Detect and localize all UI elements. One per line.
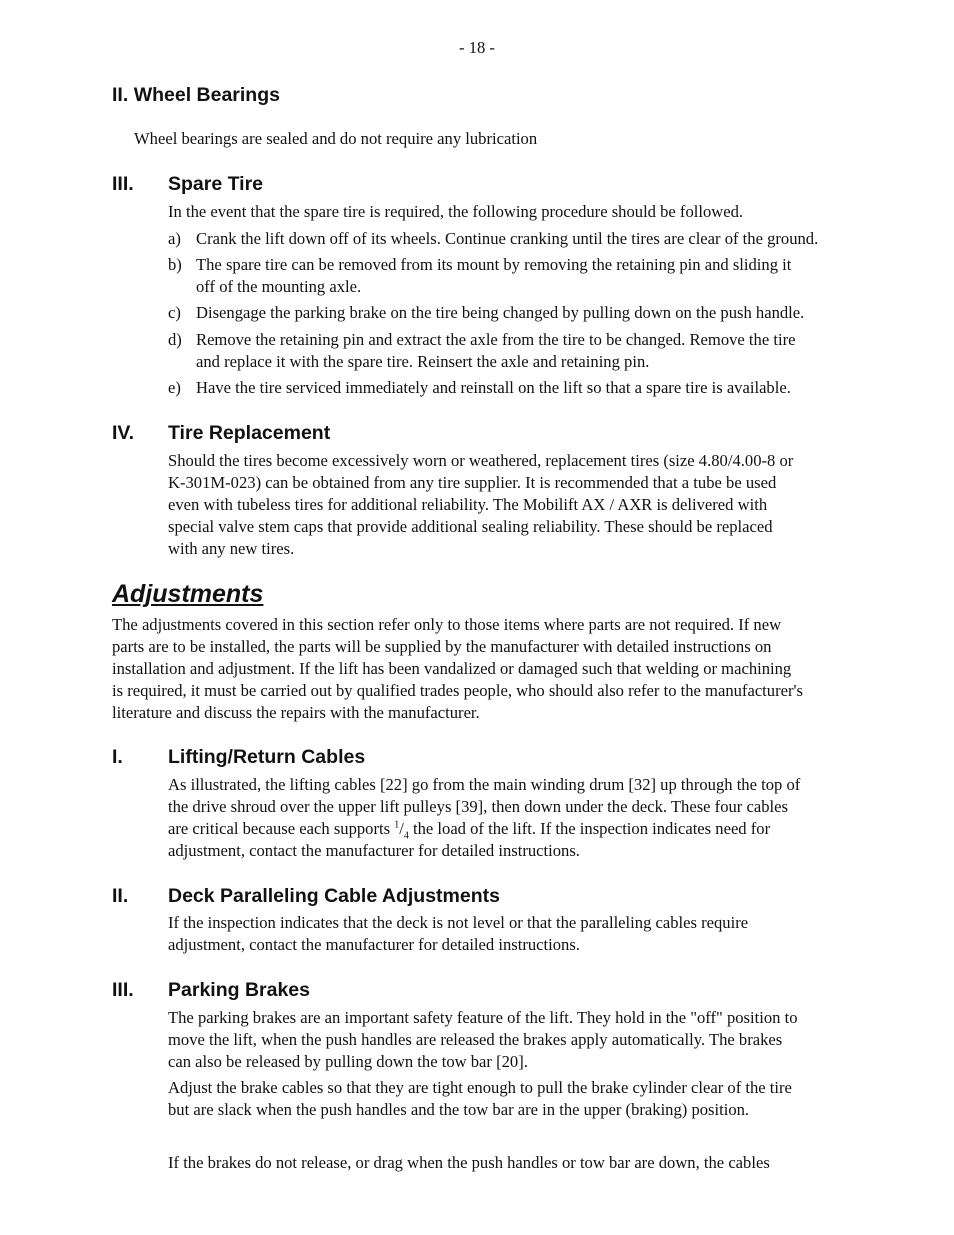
text-line: the drive shroud over the upper lift pulleys [39], then down under the deck. These four cables [168, 797, 788, 816]
parking-brakes-para-1 [168, 1007, 874, 1073]
spare-tire-intro: In the event that the spare tire is required, the following procedure should be followed. [168, 202, 744, 221]
text-line: adjustment, contact the manufacturer for detailed instructions. [168, 935, 580, 954]
text-line: with any new tires. [168, 539, 295, 558]
list-item-text: Remove the retaining pin and extract the axle from the tire to be changed. Remove the tire [196, 330, 796, 349]
text-fragment: the load of the lift. If the inspection indicates need for [408, 819, 771, 838]
text-line: literature and discuss the repairs with the manufacturer. [112, 703, 480, 722]
text-line: K-301M-023) can be obtained from any tire supplier. It is recommended that a tube be used [168, 473, 777, 492]
text-line: is required, it must be carried out by qualified trades people, who should also refer to the manufacturer's [112, 681, 803, 700]
text-line: move the lift, when the push handles are released the brakes apply automatically. The brakes [168, 1030, 783, 1049]
text-line: but are slack when the push handles and the tow bar are in the upper (braking) position. [168, 1100, 750, 1119]
wheel-bearings-text: Wheel bearings are sealed and do not require any lubrication [134, 129, 538, 148]
text-line: If the inspection indicates that the deck is not level or that the paralleling cables require [168, 913, 749, 932]
page-number: - 18 - [459, 38, 495, 57]
section-title-deck-cable: Deck Paralleling Cable Adjustments [168, 885, 500, 907]
text-line: The adjustments covered in this section refer only to those items where parts are not required. If new [112, 615, 782, 634]
text-line: special valve stem caps that provide additional sealing reliability. These should be replaced [168, 517, 773, 536]
lifting-cables-text [168, 774, 874, 862]
section-title-tire-replacement: Tire Replacement [168, 422, 331, 444]
text-line: The parking brakes are an important safety feature of the lift. They hold in the "off" position to [168, 1008, 798, 1027]
list-item-text: Disengage the parking brake on the tire being changed by pulling down on the push handle. [196, 303, 805, 322]
parking-brakes-para-3: If the brakes do not release, or drag when the push handles or tow bar are down, the cables [168, 1153, 770, 1172]
list-item-label: d) [168, 330, 182, 349]
section-number: IV. [112, 422, 135, 444]
list-item-text: off of the mounting axle. [196, 277, 362, 296]
text-line: Adjust the brake cables so that they are tight enough to pull the brake cylinder clear of the tire [168, 1078, 792, 1097]
list-item-text: and replace it with the spare tire. Reinsert the axle and retaining pin. [196, 352, 650, 371]
list-item-text: The spare tire can be removed from its mount by removing the retaining pin and sliding it [196, 255, 792, 274]
text-line: are critical because each supports $^1/_4$ the load of the lift. If the inspection indicates need for [168, 819, 771, 842]
fraction-denominator: 4 [403, 830, 409, 842]
list-item-label: c) [168, 303, 181, 322]
section-number: I. [112, 746, 123, 768]
chapter-title-adjustments: Adjustments [112, 580, 264, 608]
list-item-label: e) [168, 378, 181, 397]
section-title-lifting-cables: Lifting/Return Cables [168, 746, 366, 768]
text-line: As illustrated, the lifting cables [22] go from the main winding drum [32] up through the top of [168, 775, 801, 794]
fraction-numerator: 1 [394, 819, 400, 831]
text-line: Should the tires become excessively worn or weathered, replacement tires (size 4.80/4.00-8 or [168, 451, 794, 470]
text-line: installation and adjustment. If the lift has been vandalized or damaged such that welding or machining [112, 659, 792, 678]
tire-replacement-text [168, 450, 874, 560]
section-title: Wheel Bearings [133, 84, 280, 106]
section-title-parking-brakes: Parking Brakes [168, 979, 310, 1001]
section-heading-wheel-bearings [112, 83, 280, 107]
deck-cable-text [168, 912, 874, 956]
section-number: III. [112, 173, 134, 195]
list-item-text: Crank the lift down off of its wheels. Continue cranking until the tires are clear of the ground. [196, 229, 819, 248]
text-line: even with tubeless tires for additional reliability. The Mobilift AX / AXR is delivered with [168, 495, 768, 514]
text-line: can also be released by pulling down the tow bar [20]. [168, 1052, 528, 1071]
section-number: II. [112, 84, 129, 106]
section-title-spare-tire: Spare Tire [168, 173, 264, 195]
list-item-label: b) [168, 255, 182, 274]
text-line: adjustment, contact the manufacturer for detailed instructions. [168, 841, 580, 860]
text-line: parts are to be installed, the parts will be supplied by the manufacturer with detailed instructions on [112, 637, 772, 656]
text-fragment: are critical because each supports [168, 819, 395, 838]
parking-brakes-para-2 [168, 1077, 874, 1121]
list-item-label: a) [168, 229, 181, 248]
list-item-text: Have the tire serviced immediately and reinstall on the lift so that a spare tire is available. [196, 378, 791, 397]
adjustments-intro [112, 614, 872, 724]
section-number: III. [112, 979, 134, 1001]
section-number: II. [112, 885, 129, 907]
